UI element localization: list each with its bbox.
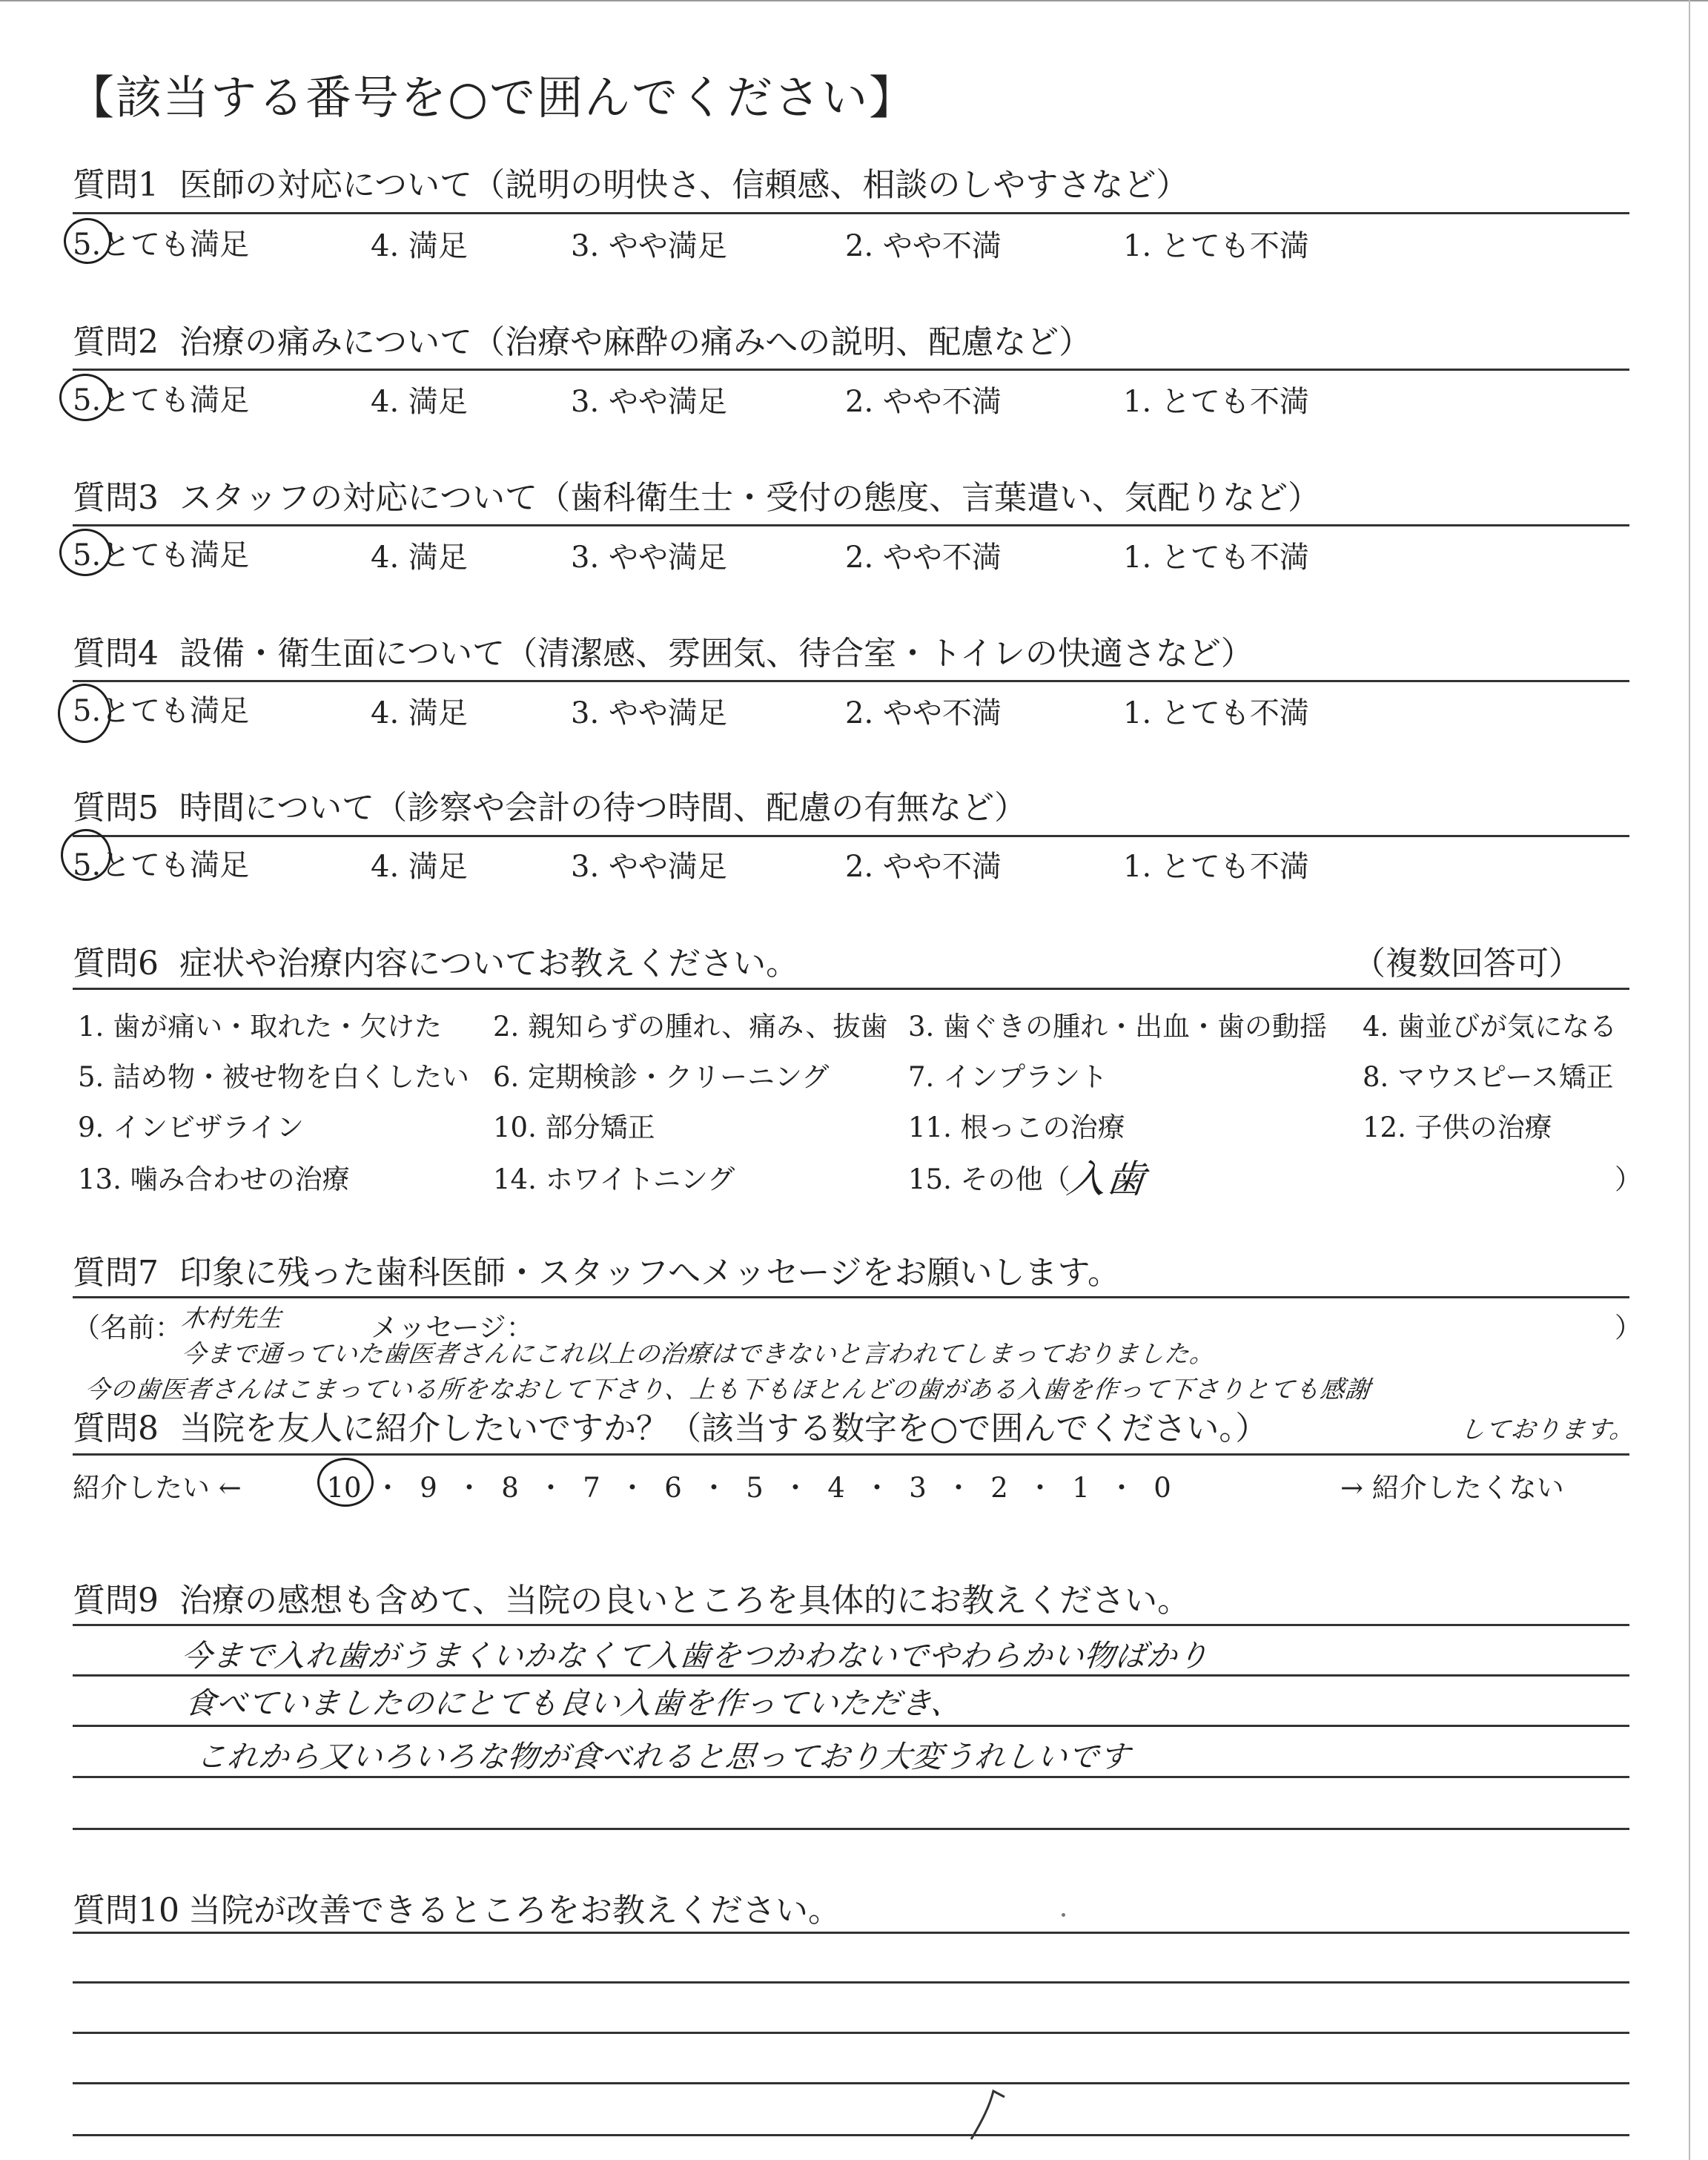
q3-option-1[interactable]: 1. とても不満 [1123,541,1309,575]
q8-right-label: → 紹介したくない [1340,1472,1564,1504]
q7-message-line-3: しております。 [1458,1415,1637,1444]
question-8 [73,1401,1268,1449]
q8-scale [326,1465,1177,1505]
q6-option-7[interactable]: 7. インプラント [908,1061,1108,1093]
q3-option-5-label: とても満足 [101,538,250,572]
question-4 [73,627,1254,674]
q8-number-9[interactable]: 9 [420,1472,437,1504]
q8-number-4[interactable]: 4 [827,1472,845,1504]
question-5-text: 時間について（診察や会計の待つ時間、配慮の有無など） [179,789,1027,827]
q6-option-2[interactable]: 2. 親知らずの腫れ、痛み、抜歯 [493,1011,888,1043]
q6-other-close-paren: ） [1615,1163,1642,1195]
divider-q3 [73,524,1629,526]
q1-option-5-number: 5. [73,228,102,262]
q6-other-answer: 入歯 [1065,1157,1148,1202]
q7-name-answer: 木村先生 [179,1304,284,1332]
q7-name-label: （名前： [73,1312,182,1344]
q8-separator: ・ [618,1472,646,1504]
q9-answer-line-4 [73,1776,1629,1778]
q6-option-15[interactable]: 15. その他（ [908,1163,1070,1195]
q2-option-5-number: 5. [73,383,102,417]
q5-selection-circle [61,829,111,881]
question-9-text: 治療の感想も含めて、当院の良いところを具体的にお教えください。 [179,1582,1191,1619]
question-6-note: （複数回答可） [1353,945,1581,982]
q3-option-2[interactable]: 2. やや不満 [845,541,1002,575]
question-2-label: 質問2 [73,323,159,361]
q6-option-1[interactable]: 1. 歯が痛い・取れた・欠けた [78,1011,443,1043]
divider-q2 [73,369,1629,371]
q1-option-5-label: とても満足 [101,228,250,262]
q2-option-4[interactable]: 4. 満足 [371,385,468,419]
q5-option-5-label: とても満足 [101,848,250,882]
q8-number-8[interactable]: 8 [501,1472,519,1504]
q2-option-1[interactable]: 1. とても不満 [1123,385,1309,419]
question-5 [73,781,1027,828]
q1-option-3[interactable]: 3. やや満足 [571,229,727,263]
q3-option-4[interactable]: 4. 満足 [371,541,468,575]
scan-edge-top [0,0,1708,1]
q2-option-3[interactable]: 3. やや満足 [571,385,727,419]
divider-q7 [73,1296,1629,1298]
q9-answer-line-5 [73,1828,1629,1830]
q8-separator: ・ [374,1472,402,1504]
question-3 [73,471,1320,518]
q6-option-11[interactable]: 11. 根っこの治療 [908,1112,1125,1143]
question-10-text: 当院が改善できるところをお教えください。 [188,1892,841,1929]
question-4-text: 設備・衛生面について（清潔感、雰囲気、待合室・トイレの快適さなど） [179,635,1254,673]
q3-option-3[interactable]: 3. やや満足 [571,541,727,575]
divider-q1 [73,212,1629,214]
q7-close-paren: ） [1615,1312,1642,1344]
question-8-text: 当院を友人に紹介したいですか？（該当する数字を○で囲んでください。） [179,1410,1268,1447]
q5-option-5-number: 5. [73,848,102,882]
stray-pen-mark [964,2076,1023,2143]
q6-option-10[interactable]: 10. 部分矯正 [493,1112,655,1143]
q8-number-0[interactable]: 0 [1153,1472,1171,1504]
q4-option-5-number: 5. [73,694,102,728]
q4-option-4[interactable]: 4. 満足 [371,696,468,730]
q10-answer-line-3 [73,2032,1629,2034]
q1-option-1[interactable]: 1. とても不満 [1123,229,1309,263]
question-3-label: 質問3 [73,479,159,517]
q6-option-13[interactable]: 13. 噛み合わせの治療 [78,1163,350,1195]
q8-separator: ・ [1108,1472,1136,1504]
question-9 [73,1573,1190,1621]
q9-answer-text-2: 食べていましたのにとても良い入歯を作っていただき、 [183,1685,964,1721]
q8-separator: ・ [700,1472,728,1504]
q8-separator: ・ [781,1472,810,1504]
q4-option-5-label: とても満足 [101,694,250,728]
question-1 [73,158,1188,205]
divider-q5 [73,835,1629,837]
q5-option-1[interactable]: 1. とても不満 [1123,850,1309,884]
stray-dot [1062,1913,1065,1917]
q9-answer-line-3 [73,1725,1629,1727]
question-9-label: 質問9 [73,1582,159,1619]
q6-option-9[interactable]: 9. インビザライン [78,1112,304,1143]
q8-separator: ・ [455,1472,483,1504]
q6-option-4[interactable]: 4. 歯並びが気になる [1363,1011,1618,1043]
question-3-text: スタッフの対応について（歯科衛生士・受付の態度、言葉遣い、気配りなど） [179,479,1321,517]
question-7-label: 質問7 [73,1254,159,1292]
q8-left-label: 紹介したい ← [73,1472,242,1504]
q7-message-line-2: 今の歯医者さんはこまっている所をなおして下さり、上も下もほとんどの歯がある入歯を作って下さりとても感謝 [83,1375,1372,1404]
q7-message-label: メッセージ： [371,1312,534,1344]
q5-option-2[interactable]: 2. やや不満 [845,850,1002,884]
q2-selection-circle [59,374,111,421]
q6-option-3[interactable]: 3. 歯ぐきの腫れ・出血・歯の動揺 [908,1011,1328,1043]
divider-q6 [73,988,1629,990]
q4-selection-circle [58,684,111,743]
q2-option-5-label: とても満足 [101,383,250,417]
question-10-label: 質問10 [73,1892,179,1929]
question-6-text: 症状や治療内容についてお教えください。 [179,945,799,982]
q7-message-line-1: 今まで通っていた歯医者さんにこれ以上の治療はできないと言われてしまっておりました。 [179,1339,1217,1368]
q9-answer-text-1: 今まで入れ歯がうまくいかなくて入歯をつかわないでやわらかい物ばかり [179,1638,1211,1674]
q8-separator: ・ [944,1472,973,1504]
q5-option-4[interactable]: 4. 満足 [371,850,468,884]
q5-option-3[interactable]: 3. やや満足 [571,850,727,884]
question-6-label: 質問6 [73,945,159,982]
question-2 [73,315,1091,363]
question-1-label: 質問1 [73,166,159,204]
q1-option-2[interactable]: 2. やや不満 [845,229,1002,263]
q6-option-6[interactable]: 6. 定期検診・クリーニング [493,1061,830,1093]
q9-answer-text-3: これから又いろいろな物が食べれると思っており大変うれしいです [194,1739,1133,1774]
q8-number-7[interactable]: 7 [583,1472,600,1504]
q8-number-5[interactable]: 5 [746,1472,764,1504]
q6-option-5[interactable]: 5. 詰め物・被せ物を白くしたい [78,1061,470,1093]
question-5-label: 質問5 [73,789,159,827]
q10-answer-line-1 [73,1932,1629,1934]
q4-option-2[interactable]: 2. やや不満 [845,696,1002,730]
scan-edge-right [1689,0,1690,2160]
q8-number-2[interactable]: 2 [990,1472,1008,1504]
q4-option-1[interactable]: 1. とても不満 [1123,696,1309,730]
q9-answer-line-2 [73,1674,1629,1677]
q8-separator: ・ [537,1472,565,1504]
divider-q4 [73,680,1629,682]
q8-separator: ・ [863,1472,891,1504]
q1-option-4[interactable]: 4. 満足 [371,229,468,263]
form-title: 【該当する番号を○で囲んでください】 [68,70,917,125]
q8-number-10[interactable]: 10 [326,1472,362,1504]
q8-number-6[interactable]: 6 [664,1472,682,1504]
question-10 [73,1883,841,1931]
q2-option-2[interactable]: 2. やや不満 [845,385,1002,419]
question-6 [73,937,798,984]
q4-option-3[interactable]: 3. やや満足 [571,696,727,730]
question-7 [73,1246,1120,1293]
divider-q8 [73,1453,1629,1456]
q3-option-5-number: 5. [73,538,102,572]
q10-answer-line-5 [73,2134,1629,2136]
q8-number-1[interactable]: 1 [1072,1472,1090,1504]
q10-answer-line-4 [73,2082,1629,2084]
question-1-text: 医師の対応について（説明の明快さ、信頼感、相談のしやすさなど） [179,166,1189,204]
q6-option-14[interactable]: 14. ホワイトニング [493,1163,735,1195]
q8-number-3[interactable]: 3 [909,1472,927,1504]
q8-separator: ・ [1026,1472,1054,1504]
q6-option-12[interactable]: 12. 子供の治療 [1363,1112,1552,1143]
q9-answer-line-1 [73,1624,1629,1626]
question-2-text: 治療の痛みについて（治療や麻酔の痛みへの説明、配慮など） [179,323,1092,361]
q8-selection-circle [317,1458,374,1507]
q10-answer-line-2 [73,1981,1629,1984]
question-7-text: 印象に残った歯科医師・スタッフへメッセージをお願いします。 [179,1254,1120,1292]
q6-option-8[interactable]: 8. マウスピース矯正 [1363,1061,1614,1093]
q1-selection-circle [64,218,111,264]
question-8-label: 質問8 [73,1410,159,1447]
question-4-label: 質問4 [73,635,159,673]
q3-selection-circle [59,529,111,576]
